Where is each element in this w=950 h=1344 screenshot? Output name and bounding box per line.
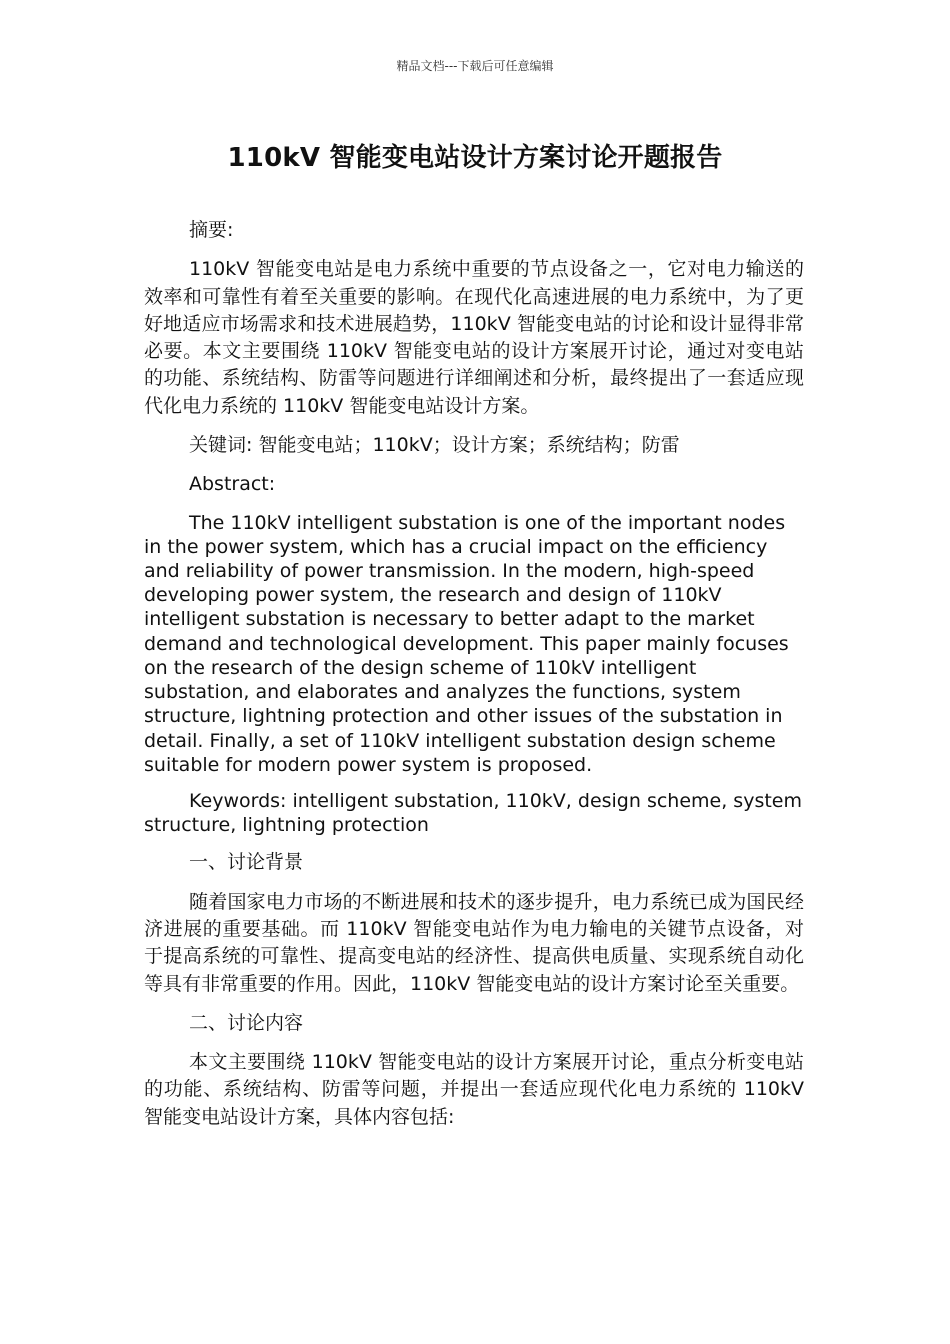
document-title: 110kV 智能变电站设计方案讨论开题报告 (227, 143, 723, 173)
section2-text: 本文主要围绕 110kV 智能变电站的设计方案展开讨论，重点分析变电站的功能、系统结构、防雷等问题，并提出一套适应现代化电力系统的 110kV 智能变电站设计方案，具体内容包括: (144, 1051, 804, 1128)
section1-heading: 一、讨论背景 (189, 851, 304, 874)
header-note: 精品文档---下载后可任意编辑 (396, 59, 554, 73)
section1-text: 随着国家电力市场的不断进展和技术的逐步提升，电力系统已成为国民经济进展的重要基础。而 110kV 智能变电站作为电力输电的关键节点设备，对于提高系统的可靠性、提高变电站的经济性、提高供电质量、实现系统自动化等具有非常重要的作用。因此，110kV 智能变电站的设计方案讨论至关重要。 (144, 890, 804, 995)
abstract-cn-text: 110kV 智能变电站是电力系统中重要的节点设备之一，它对电力输送的效率和可靠性有着至关重要的影响。在现代化高速进展的电力系统中，为了更好地适应市场需求和技术进展趋势，110kV 智能变电站的讨论和设计显得非常必要。本文主要围绕 110kV 智能变电站的设计方案展开讨论，通过对变电站的功能、系统结构、防雷等问题进行详细阐述和分析，最终提出了一套适应现代化电力系统的 110kV 智能变电站设计方案。 (144, 258, 804, 417)
document-body (144, 217, 804, 1131)
abstract-en-label: Abstract: (189, 473, 276, 496)
keywords-cn: 关键词: 智能变电站；110kV；设计方案；系统结构；防雷 (189, 434, 680, 457)
keywords-en: Keywords: intelligent substation, 110kV, design scheme, system structure, lightning protection (144, 789, 802, 837)
abstract-en-text: The 110kV intelligent substation is one of the important nodes in the power system, which has a crucial impact on the efficiency and reliability of power transmission. In the modern, high-speed developing power system, the research and design of 110kV intelligent substation is necessary to better adapt to the market demand and technological development. This paper mainly focuses on the research of the design scheme of 110kV intelligent substation, and elaborates and analyzes the functions, system structure, lightning protection and other issues of the substation in detail. Finally, a set of 110kV intelligent substation design scheme suitable for modern power system is proposed. (144, 511, 789, 776)
section2-heading: 二、讨论内容 (189, 1011, 304, 1034)
abstract-cn-label: 摘要: (189, 219, 234, 241)
